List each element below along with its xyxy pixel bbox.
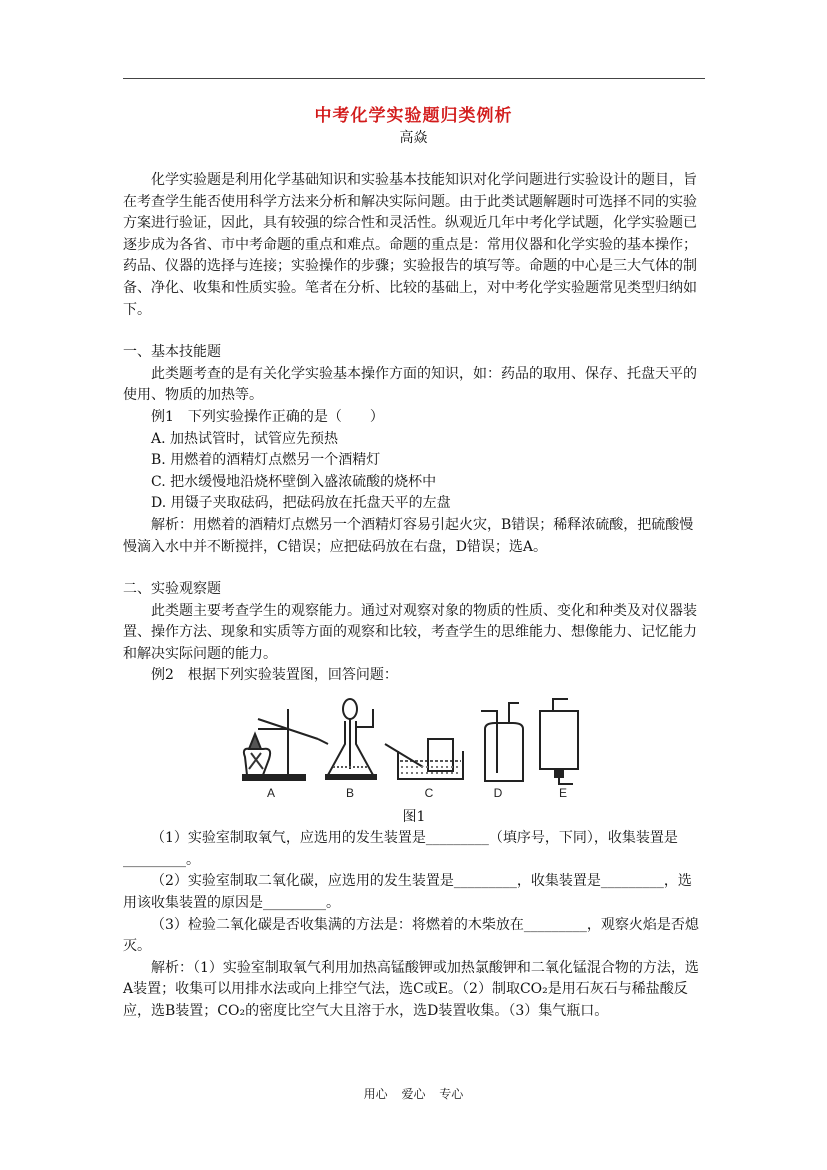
example1-option-a: A. 加热试管时，试管应先预热 (151, 430, 339, 447)
apparatus-e-diagram (540, 699, 578, 784)
section2-desc: 此类题主要考查学生的观察能力。通过对观察对象的物质的性质、变化和种类及对仪器装置、操作方法、现象和实质等方面的观察和比较，考查学生的思维能力、想像能力、记忆能力和解决实际问题的能力。 (123, 602, 697, 662)
figure-label-e: E (558, 786, 568, 800)
example1-option-d: D. 用镊子夹取砝码，把砝码放在托盘天平的左盘 (151, 495, 451, 512)
example1-analysis: 解析：用燃着的酒精灯点燃另一个酒精灯容易引起火灾，B错误；稀释浓硫酸，把硫酸慢慢滴入水中并不断搅拌，C错误；应把砝码放在右盘，D错误；选A。 (123, 516, 694, 555)
example1-question: 例1 下列实验操作正确的是（ ） (151, 408, 384, 425)
page-title: 中考化学实验题归类例析 (314, 106, 513, 126)
author: 高焱 (399, 130, 428, 146)
example2-analysis: 解析：（1）实验室制取氧气利用加热高锰酸钾或加热氯酸钾和二氧化锰混合物的方法，选A装置；收集可以用排水法或向上排空气法，选C或E。（2）制取CO₂是用石灰石与稀盐酸反应，选B装置；CO₂的密度比空气大且溶于水，选D装置收集。（3）集气瓶口。 (123, 959, 699, 1019)
figure-label-c: C (424, 786, 434, 800)
page-footer: 用心 爱心 专心 (363, 1087, 464, 1101)
figure-caption: 图1 (402, 808, 426, 825)
document-body (123, 170, 705, 1023)
apparatus-a-diagram (243, 709, 328, 780)
example1-option-c: C. 把水缓慢地沿烧杯壁倒入盛浓硫酸的烧杯中 (151, 473, 437, 490)
apparatus-b-diagram (326, 699, 376, 779)
figure-label-b: B (345, 786, 355, 800)
section1-heading: 一、基本技能题 (123, 344, 221, 361)
intro-paragraph: 化学实验题是利用化学基础知识和实验基本技能知识对化学问题进行实验设计的题目，旨在考查学生能否使用科学方法来分析和解决实际问题。由于此类试题解题时可选择不同的实验方案进行验证，因此，具有较强的综合性和灵活性。纵观近几年中考化学试题，化学实验题已逐步成为各省、市中考命题的重点和难点。命题的重点是：常用仪器和化学实验的基本操作；药品、仪器的选择与连接；实验操作的步骤；实验报告的填写等。命题的中心是三大气体的制备、净化、收集和性质实验。笔者在分析、比较的基础上，对中考化学实验题常见类型归纳如下。 (123, 172, 697, 318)
example2-question: 例2 根据下列实验装置图，回答问题： (151, 667, 398, 684)
apparatus-d-diagram (481, 703, 523, 781)
apparatus-c-diagram (385, 739, 463, 779)
example2-q2: （2）实验室制取二氧化碳，应选用的发生装置是_________，收集装置是_________，选用该收集装置的原因是_________。 (123, 873, 692, 912)
section2-heading: 二、实验观察题 (123, 581, 221, 598)
section1-desc: 此类题考查的是有关化学实验基本操作方面的知识，如：药品的取用、保存、托盘天平的使用、物质的加热等。 (123, 365, 697, 404)
example2-q3: （3）检验二氧化碳是否收集满的方法是：将燃着的木柴放在_________，观察火焰是否熄灭。 (123, 916, 699, 955)
apparatus-figure (123, 689, 705, 799)
figure-label-d: D (493, 786, 503, 800)
example2-q1: （1）实验室制取氧气，应选用的发生装置是_________（填序号，下同），收集装置是_________。 (123, 830, 678, 868)
example1-option-b: B. 用燃着的酒精灯点燃另一个酒精灯 (151, 452, 381, 469)
figure-label-a: A (266, 786, 276, 800)
header-rule (123, 78, 705, 79)
